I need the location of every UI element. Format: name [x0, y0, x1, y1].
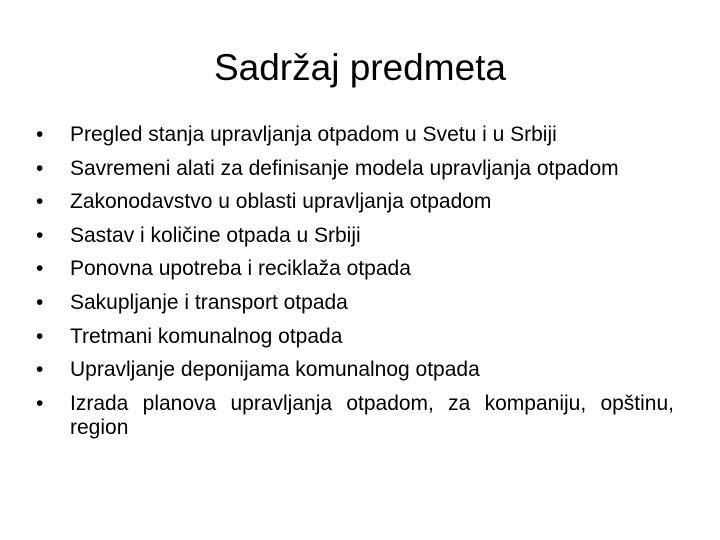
bullet-icon: •: [36, 156, 44, 180]
bullet-icon: •: [36, 257, 44, 281]
list-item: [36, 190, 674, 214]
list-item-text: Zakonodavstvo u oblasti upravljanja otpadom: [70, 190, 492, 214]
list-item: [36, 123, 674, 147]
list-item-text: Savremeni alati za definisanje modela upravljanja otpadom: [70, 156, 619, 180]
list-item-text: Sastav i količine otpada u Srbiji: [70, 223, 361, 247]
list-item: [36, 257, 674, 281]
list-item-text: Izrada planova upravljanja otpadom, za kompaniju, opštinu, region: [70, 391, 674, 439]
list-item-text: Sakupljanje i transport otpada: [70, 290, 348, 314]
bullet-icon: •: [36, 190, 44, 214]
list-item-text: Ponovna upotreba i reciklaža otpada: [70, 257, 411, 281]
list-item: [36, 224, 674, 248]
list-item: [36, 358, 674, 382]
list-item: [36, 291, 674, 315]
list-item-text: Tretmani komunalnog otpada: [70, 324, 343, 348]
bullet-list: [36, 123, 674, 440]
bullet-icon: •: [36, 358, 44, 382]
list-item: [36, 157, 674, 181]
bullet-icon: •: [36, 324, 44, 348]
list-item-text: Upravljanje deponijama komunalnog otpada: [70, 358, 480, 382]
bullet-icon: •: [36, 123, 44, 146]
bullet-icon: •: [36, 290, 44, 314]
slide-title: Sadržaj predmeta: [213, 47, 507, 88]
bullet-icon: •: [36, 391, 44, 415]
list-item: [36, 325, 674, 349]
list-item-text: Pregled stanja upravljanja otpadom u Svetu i u Srbiji: [70, 123, 557, 146]
list-item: [36, 392, 674, 440]
bullet-icon: •: [36, 223, 44, 247]
